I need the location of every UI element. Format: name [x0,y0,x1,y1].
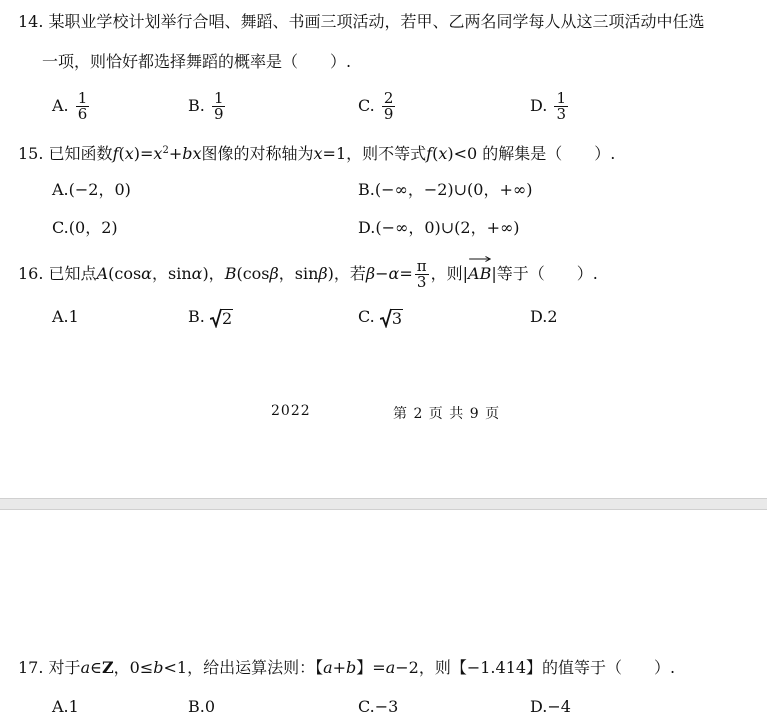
math-text: ( [432,144,439,163]
option-label: A. [52,697,69,716]
option-text: (0，2) [68,218,118,237]
exponent: 2 [162,145,169,156]
option-label: C. [358,96,375,115]
math-var: a [323,658,333,677]
math-var: b [153,658,164,677]
math-var: x [438,144,448,163]
math-var: α [141,264,152,283]
option-text: 0 [204,697,216,716]
q16-option-d [530,306,558,328]
math-text: )， [202,264,225,283]
math-var: x [124,144,134,163]
math-text: (cos [236,264,270,283]
q17-option-d [530,696,571,718]
q15-option-c [52,217,118,239]
math-text: (cos [108,264,142,283]
option-label: D. [530,307,548,326]
option-label: D. [530,96,548,115]
fraction: $\frac{1}{3}$ [556,89,566,123]
q17-option-c [358,696,398,718]
q17-option-a [52,696,79,718]
option-label: D. [358,218,376,237]
math-var: f [426,144,433,163]
q15-option-b [358,179,532,201]
math-var: x [313,144,323,163]
math-var: b [346,658,357,677]
fraction: $\frac{2}{9}$ [383,89,394,123]
option-text: (−∞，0)∪(2，+∞) [375,218,520,237]
q16-text: |等于（ ）. [491,264,598,283]
q16-text: ，则| [430,264,469,283]
q15-text: 已知函数 [48,144,113,163]
q14-stem-line2: 一项，则恰好都选择舞蹈的概率是（ ）. [42,52,352,71]
page-separator [0,498,767,510]
math-var: α [388,264,400,283]
math-text: ，sin [278,264,319,283]
fraction: $\frac{1}{9}$ [213,89,224,123]
q17-text: 对于 [48,658,81,677]
q17-text: <1，给出运算法则：【 [163,658,324,677]
math-text: + [332,658,347,677]
math-var: bx [182,144,202,163]
q16-stem [18,259,598,290]
math-var: β [365,264,376,283]
sqrt-expression: 3 [380,308,403,328]
footer-page-number: 第 2 页 共 9 页 [393,406,501,422]
option-text: −4 [547,697,571,716]
option-text: 2 [547,307,558,326]
q14-number: 14. [18,12,44,31]
option-label: C. [358,697,375,716]
q15-text: =1，则不等式 [322,144,427,163]
option-label: B. [188,307,205,326]
option-label: B. [188,96,205,115]
math-var: a [385,658,396,677]
option-label: A. [52,96,69,115]
option-label: A. [52,180,69,199]
option-text: 1 [68,307,79,326]
math-text: ，0≤ [113,658,154,677]
page-3 [0,510,767,720]
math-text: ∈ [90,658,102,677]
math-text: ( [118,144,125,163]
q15-option-a [52,179,131,201]
math-text: )= [133,144,154,163]
q15-text: 图像的对称轴为 [201,144,314,163]
option-text: (−∞，−2)∪(0，+∞) [374,180,533,199]
option-text: (−2，0) [68,180,131,199]
q14-option-a [52,91,91,122]
q17-stem [18,657,675,679]
vector-arrow-icon [468,255,491,263]
option-label: C. [358,307,375,326]
q17-text: −2，则【−1.414】的值等于（ ）. [395,658,676,677]
option-label: A. [52,307,69,326]
q14-option-c [358,91,397,122]
math-var: x [153,144,163,163]
math-var: A [96,264,109,283]
q14-text-line1: 某职业学校计划举行合唱、舞蹈、书画三项活动，若甲、乙两名同学每人从这三项活动中任选 [48,12,705,31]
math-text: = [399,264,413,283]
q15-number: 15. [18,144,44,163]
math-text: + [168,144,183,163]
q16-option-c [358,306,403,328]
fraction: $\frac{1}{6}$ [77,89,88,123]
math-var: B [224,264,237,283]
q17-option-b [188,696,215,718]
q16-text: 已知点 [48,264,97,283]
option-label: D. [530,697,548,716]
option-label: B. [188,697,205,716]
math-var: β [269,264,279,283]
math-var: f [112,144,119,163]
fraction: $\frac{\pi}{3}$ [416,257,427,291]
math-text: ，sin [151,264,192,283]
q14-option-d [530,91,570,122]
q14-stem-line1 [18,11,705,33]
option-label: C. [52,218,69,237]
q16-option-a [52,306,79,328]
sqrt-expression: 2 [210,308,233,328]
vector-ab: AB [468,263,491,285]
q16-text: )，若 [327,264,366,283]
option-label: B. [358,180,375,199]
footer-year: 2022 [271,403,311,419]
q15-text: )<0 的解集是（ ）. [447,144,616,163]
q16-number: 16. [18,264,44,283]
q15-option-d [358,217,520,239]
q16-option-b [188,306,233,328]
q15-stem [18,140,615,165]
q14-option-b [188,91,227,122]
option-text: 1 [68,697,79,716]
math-var: a [80,658,91,677]
math-var: α [191,264,203,283]
math-text: 】= [356,658,386,677]
math-var: β [318,264,328,283]
math-text: − [375,264,389,283]
option-text: −3 [374,697,399,716]
math-set: Z [101,658,114,677]
q17-number: 17. [18,658,44,677]
